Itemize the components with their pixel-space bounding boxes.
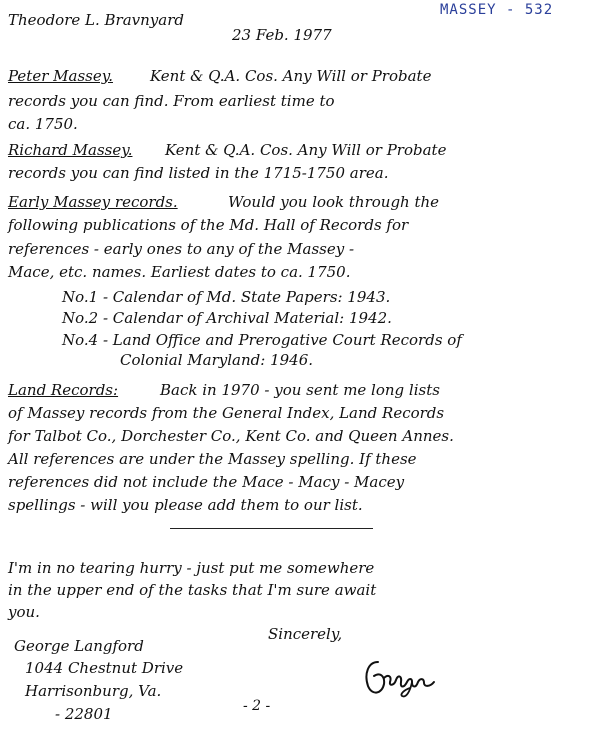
sender-name: George Langford <box>14 637 144 655</box>
land-heading: Land Records: <box>8 381 119 399</box>
closing-line-1: I'm in no tearing hurry - just put me somewhere <box>8 559 375 577</box>
early-line-1: Would you look through the <box>228 193 440 211</box>
richard-line-2: records you can find listed in the 1715-1750 area. <box>8 164 389 182</box>
archive-stamp: MASSEY - 532 <box>440 2 554 18</box>
early-heading: Early Massey records. <box>8 193 178 211</box>
publication-item: No.1 - Calendar of Md. State Papers: 1943. <box>62 288 391 306</box>
peter-line-2: records you can find. From earliest time to <box>8 92 335 110</box>
recipient-name: Theodore L. Bravnyard <box>8 11 184 29</box>
closing-line-2: in the upper end of the tasks that I'm sure await <box>8 581 377 599</box>
early-line-2: following publications of the Md. Hall of Records for <box>8 216 409 234</box>
peter-heading: Peter Massey. <box>8 67 113 85</box>
richard-heading: Richard Massey. <box>8 141 133 159</box>
land-line-4: All references are under the Massey spelling. If these <box>8 450 417 468</box>
peter-line-1: Kent & Q.A. Cos. Any Will or Probate <box>150 67 432 85</box>
publication-item-continued: Colonial Maryland: 1946. <box>120 351 314 369</box>
richard-line-1: Kent & Q.A. Cos. Any Will or Probate <box>165 141 447 159</box>
land-line-1: Back in 1970 - you sent me long lists <box>160 381 440 399</box>
land-line-3: for Talbot Co., Dorchester Co., Kent Co. and Queen Annes. <box>8 427 454 445</box>
early-line-4: Mace, etc. names. Earliest dates to ca. 1750. <box>8 263 351 281</box>
letter-date: 23 Feb. 1977 <box>232 26 332 44</box>
sender-city: Harrisonburg, Va. <box>25 682 162 700</box>
salutation: Sincerely, <box>268 625 343 643</box>
signature-mark <box>360 652 450 702</box>
sender-zip: - 22801 <box>55 705 113 723</box>
publication-item: No.2 - Calendar of Archival Material: 1942. <box>62 309 392 327</box>
land-line-5: references did not include the Mace - Macy - Macey <box>8 473 405 491</box>
sender-street: 1044 Chestnut Drive <box>25 659 184 677</box>
early-line-3: references - early ones to any of the Massey - <box>8 240 355 258</box>
separator-line <box>170 528 373 529</box>
land-line-2: of Massey records from the General Index, Land Records <box>8 404 445 422</box>
land-line-6: spellings - will you please add them to our list. <box>8 496 363 514</box>
page-number: - 2 - <box>243 698 271 714</box>
closing-line-3: you. <box>8 603 40 621</box>
peter-line-3: ca. 1750. <box>8 115 78 133</box>
publication-item: No.4 - Land Office and Prerogative Court Records of <box>62 331 462 349</box>
